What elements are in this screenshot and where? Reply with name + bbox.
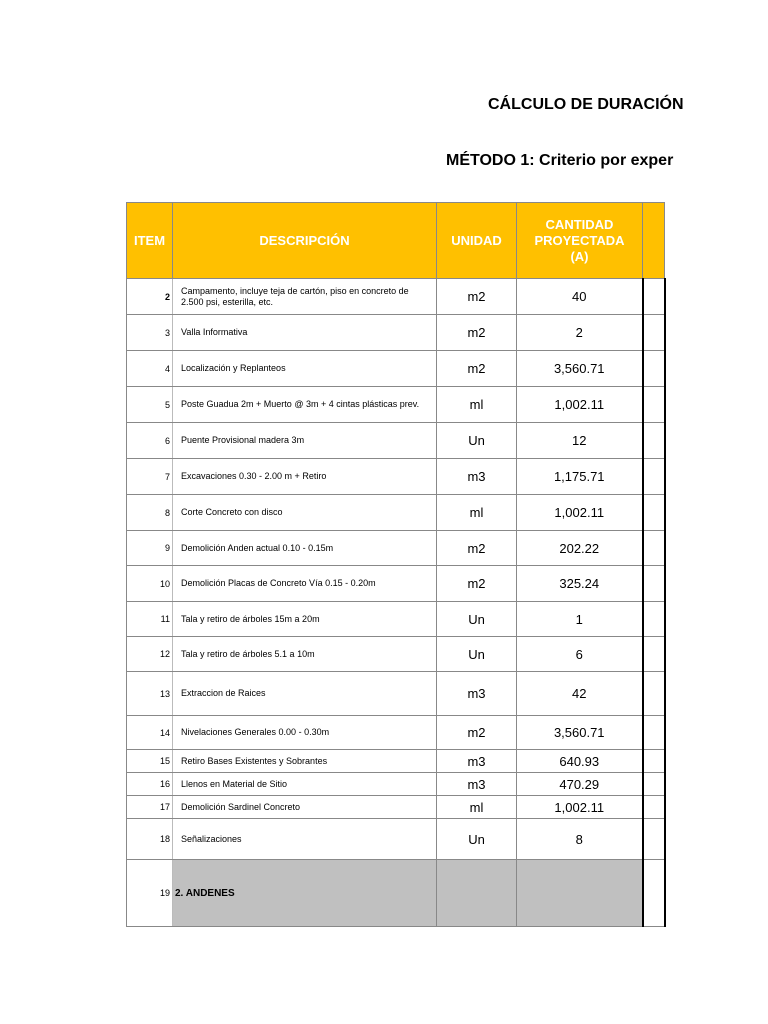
item-extra-cell <box>643 637 665 672</box>
table-row <box>127 566 665 602</box>
table-row <box>127 459 665 495</box>
item-description: Demolición Sardinel Concreto <box>173 796 437 819</box>
col-header-quantity: CANTIDAD PROYECTADA (A) <box>517 203 643 279</box>
table-row <box>127 716 665 750</box>
item-unit: m3 <box>437 750 517 773</box>
item-extra-cell <box>643 351 665 387</box>
item-unit <box>437 860 517 927</box>
table-row <box>127 531 665 566</box>
item-unit: ml <box>437 387 517 423</box>
item-unit: m3 <box>437 773 517 796</box>
table-row <box>127 351 665 387</box>
table-row <box>127 637 665 672</box>
col-header-item: ITEM <box>127 203 173 279</box>
item-unit: Un <box>437 423 517 459</box>
item-description: Tala y retiro de árboles 5.1 a 10m <box>173 637 437 672</box>
item-number: 2 <box>127 279 173 315</box>
item-quantity: 325.24 <box>517 566 643 602</box>
table-row <box>127 796 665 819</box>
item-description: Nivelaciones Generales 0.00 - 0.30m <box>173 716 437 750</box>
table-row <box>127 387 665 423</box>
item-number: 4 <box>127 351 173 387</box>
item-unit: Un <box>437 602 517 637</box>
item-unit: m2 <box>437 351 517 387</box>
item-description: Valla Informativa <box>173 315 437 351</box>
table-row <box>127 750 665 773</box>
item-extra-cell <box>643 860 665 927</box>
item-description: Extraccion de Raices <box>173 672 437 716</box>
item-quantity: 1,002.11 <box>517 495 643 531</box>
item-extra-cell <box>643 315 665 351</box>
item-number: 13 <box>127 672 173 716</box>
item-unit: Un <box>437 637 517 672</box>
item-quantity: 8 <box>517 819 643 860</box>
item-unit: m2 <box>437 279 517 315</box>
col-header-extra <box>643 203 665 279</box>
table-row <box>127 602 665 637</box>
item-quantity: 6 <box>517 637 643 672</box>
table-row <box>127 315 665 351</box>
item-number: 5 <box>127 387 173 423</box>
page-title: CÁLCULO DE DURACIÓN <box>488 96 684 113</box>
item-quantity: 42 <box>517 672 643 716</box>
duration-table <box>126 202 666 927</box>
item-description: Llenos en Material de Sitio <box>173 773 437 796</box>
item-unit: m3 <box>437 672 517 716</box>
table-row <box>127 773 665 796</box>
item-extra-cell <box>643 602 665 637</box>
item-extra-cell <box>643 672 665 716</box>
item-number: 16 <box>127 773 173 796</box>
item-unit: Un <box>437 819 517 860</box>
item-number: 9 <box>127 531 173 566</box>
col-header-unit: UNIDAD <box>437 203 517 279</box>
item-extra-cell <box>643 796 665 819</box>
table-row <box>127 860 665 927</box>
item-description: Poste Guadua 2m + Muerto @ 3m + 4 cintas plásticas prev. <box>173 387 437 423</box>
item-unit: m2 <box>437 315 517 351</box>
item-description: Excavaciones 0.30 - 2.00 m + Retiro <box>173 459 437 495</box>
table-row <box>127 495 665 531</box>
item-number: 17 <box>127 796 173 819</box>
item-number: 19 <box>127 860 173 927</box>
table-row <box>127 423 665 459</box>
table-header-row <box>127 203 665 279</box>
item-quantity: 1,002.11 <box>517 796 643 819</box>
page-subtitle: MÉTODO 1: Criterio por exper <box>446 152 674 169</box>
item-unit: m3 <box>437 459 517 495</box>
item-quantity: 2 <box>517 315 643 351</box>
item-quantity: 3,560.71 <box>517 351 643 387</box>
item-number: 12 <box>127 637 173 672</box>
item-extra-cell <box>643 750 665 773</box>
item-description: Campamento, incluye teja de cartón, piso en concreto de 2.500 psi, esterilla, etc. <box>173 279 437 315</box>
item-quantity <box>517 860 643 927</box>
item-extra-cell <box>643 423 665 459</box>
item-description: Retiro Bases Existentes y Sobrantes <box>173 750 437 773</box>
item-extra-cell <box>643 531 665 566</box>
item-extra-cell <box>643 716 665 750</box>
item-description: Tala y retiro de árboles 15m a 20m <box>173 602 437 637</box>
item-extra-cell <box>643 773 665 796</box>
item-extra-cell <box>643 819 665 860</box>
item-unit: m2 <box>437 531 517 566</box>
item-number: 3 <box>127 315 173 351</box>
item-unit: ml <box>437 796 517 819</box>
item-description: 2. ANDENES <box>173 860 437 927</box>
item-quantity: 1 <box>517 602 643 637</box>
item-description: Demolición Placas de Concreto Vía 0.15 - 0.20m <box>173 566 437 602</box>
item-extra-cell <box>643 459 665 495</box>
item-description: Localización y Replanteos <box>173 351 437 387</box>
item-number: 14 <box>127 716 173 750</box>
item-quantity: 640.93 <box>517 750 643 773</box>
item-description: Señalizaciones <box>173 819 437 860</box>
item-unit: m2 <box>437 566 517 602</box>
item-quantity: 1,175.71 <box>517 459 643 495</box>
item-quantity: 202.22 <box>517 531 643 566</box>
table-row <box>127 819 665 860</box>
item-description: Corte Concreto con disco <box>173 495 437 531</box>
item-number: 15 <box>127 750 173 773</box>
item-description: Puente Provisional madera 3m <box>173 423 437 459</box>
item-number: 8 <box>127 495 173 531</box>
item-extra-cell <box>643 566 665 602</box>
item-number: 7 <box>127 459 173 495</box>
item-quantity: 12 <box>517 423 643 459</box>
col-header-description: DESCRIPCIÓN <box>173 203 437 279</box>
item-number: 11 <box>127 602 173 637</box>
item-number: 6 <box>127 423 173 459</box>
item-quantity: 3,560.71 <box>517 716 643 750</box>
item-unit: ml <box>437 495 517 531</box>
item-unit: m2 <box>437 716 517 750</box>
item-number: 18 <box>127 819 173 860</box>
item-extra-cell <box>643 387 665 423</box>
item-quantity: 40 <box>517 279 643 315</box>
table-row <box>127 279 665 315</box>
item-extra-cell <box>643 279 665 315</box>
table-row <box>127 672 665 716</box>
item-description: Demolición Anden actual 0.10 - 0.15m <box>173 531 437 566</box>
item-quantity: 1,002.11 <box>517 387 643 423</box>
item-extra-cell <box>643 495 665 531</box>
item-number: 10 <box>127 566 173 602</box>
item-quantity: 470.29 <box>517 773 643 796</box>
